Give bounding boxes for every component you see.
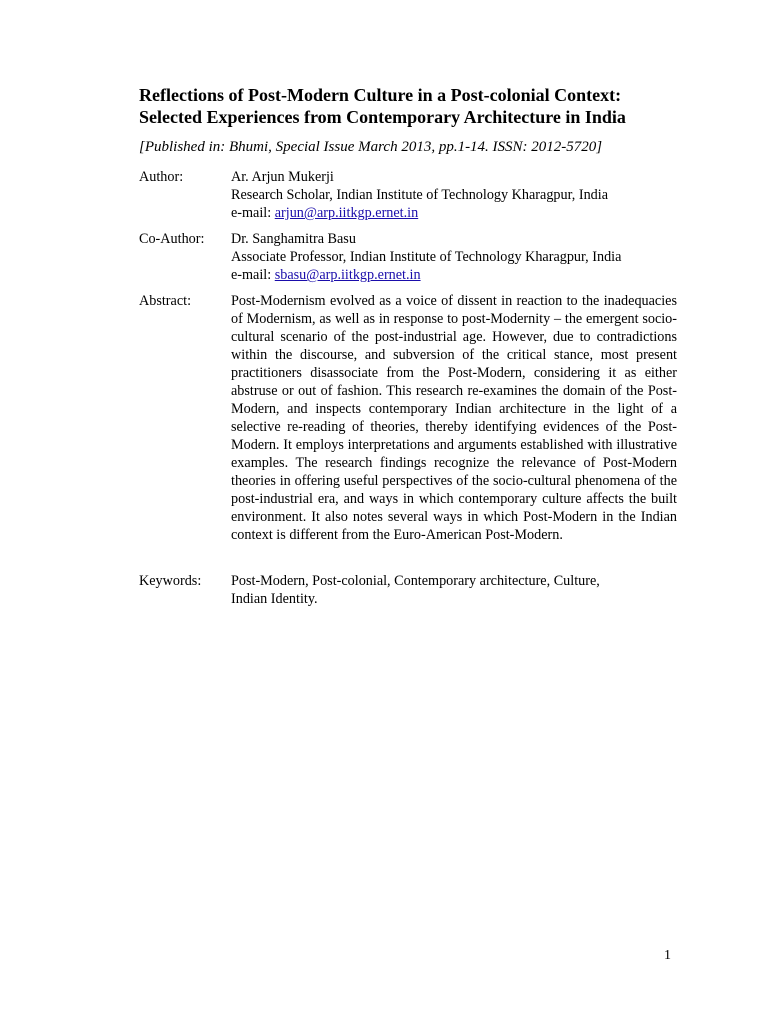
coauthor-email-link[interactable]: sbasu@arp.iitkgp.ernet.in [274, 267, 421, 283]
coauthor-label: Co-Author: [139, 231, 205, 247]
abstract-label: Abstract: [139, 293, 192, 309]
paper-title-line-1: Reflections of Post-Modern Culture in a Post-colonial Context: [139, 85, 622, 105]
paper-title-line-2: Selected Experiences from Contemporary Architecture in India [139, 107, 626, 127]
author-email-link[interactable]: arjun@arp.iitkgp.ernet.in [274, 205, 419, 221]
author-name: Ar. Arjun Mukerji [231, 169, 334, 185]
keywords-list [231, 572, 677, 608]
author-email-line [231, 204, 677, 222]
coauthor-email-label: e-mail: [231, 267, 275, 283]
abstract-text: Post-Modernism evolved as a voice of dissent in reaction to the inadequacies of Modernism, as well as in response to post-Modernity – the emergent socio-cultural scenario of the post-industrial age. However, due to contradictions within the discourse, and subversion of the critical stance, most present practitioners disassociate from the Post-Modern, considering it as either abstruse or out of fashion. This research re-examines the domain of the Post-Modern, and inspects contemporary Indian architecture in the light of a selective re-reading of theories, thereby identifying evidences of the Post-Modern. It employs interpretations and arguments established with illustrative examples. The research findings recognize the relevance of Post-Modern theories in offering useful perspectives of the socio-cultural phenomena of the post-industrial era, and ways in which contemporary culture affects the built environment. It also notes several ways in which Post-Modern in the Indian context is different from the Euro-American Post-Modern. [231, 293, 677, 543]
publication-note: [Published in: Bhumi, Special Issue March 2013, pp.1-14. ISSN: 2012-5720] [139, 139, 603, 155]
keywords-line-2: Indian Identity. [231, 591, 318, 607]
coauthor-name: Dr. Sanghamitra Basu [231, 231, 356, 247]
coauthor-email-line [231, 266, 677, 284]
keywords-label: Keywords: [139, 573, 202, 589]
coauthor-details [231, 230, 677, 284]
author-affiliation: Research Scholar, Indian Institute of Technology Kharagpur, India [231, 187, 609, 203]
page-number: 1 [664, 948, 671, 963]
keywords-line-1: Post-Modern, Post-colonial, Contemporary architecture, Culture, [231, 573, 600, 589]
author-details [231, 168, 677, 222]
coauthor-affiliation: Associate Professor, Indian Institute of Technology Kharagpur, India [231, 249, 622, 265]
author-label: Author: [139, 169, 184, 185]
paper-title [139, 84, 699, 128]
author-email-label: e-mail: [231, 205, 275, 221]
